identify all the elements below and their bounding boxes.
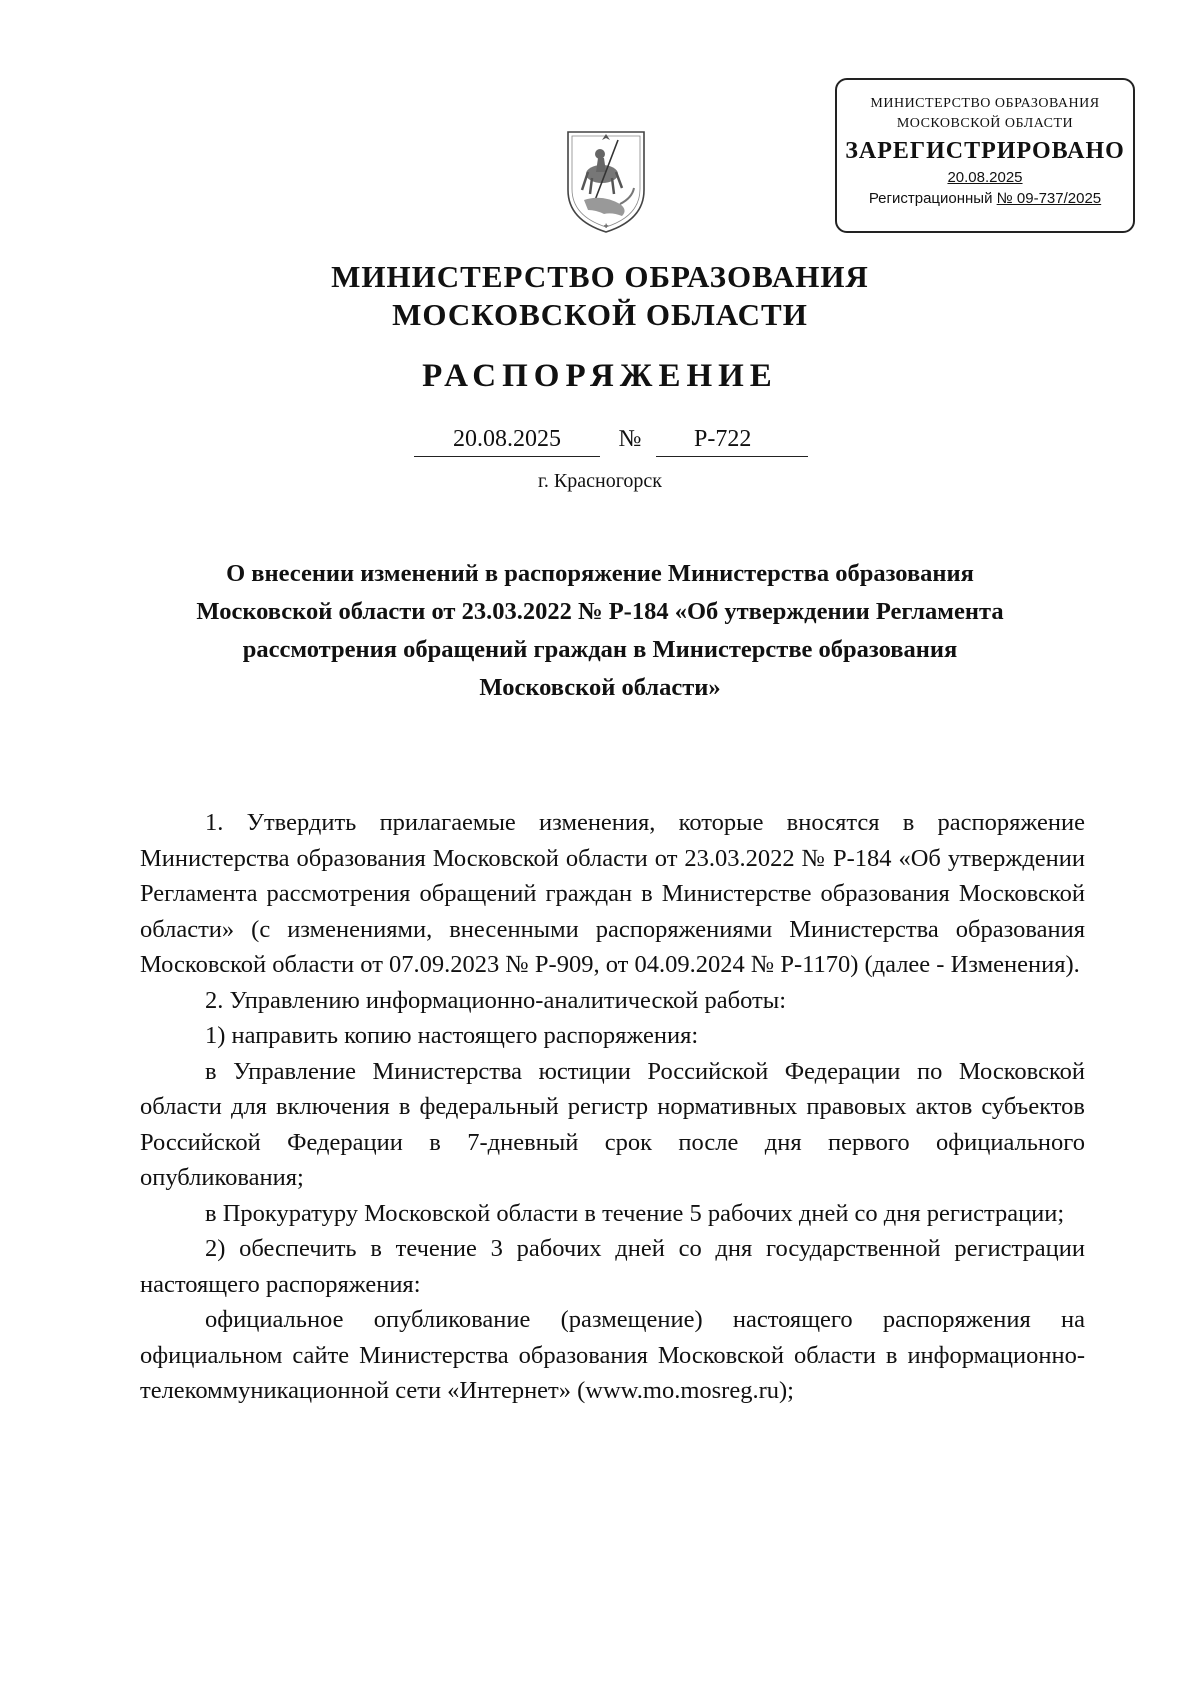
document-body [140,805,1085,1409]
city: г. Красногорск [537,470,663,492]
organization-title [0,258,1200,334]
subject-line2: Московской области от 23.03.2022 № Р-184 «Об утверждении Регламента [196,598,1004,625]
org-title-line2: МОСКОВСКОЙ ОБЛАСТИ [392,297,808,332]
paragraph-7: официальное опубликование (размещение) настоящего распоряжения на официальном сайте Министерства образования Московской области в информационно-телекоммуникационной сети «Интернет» (www.mo.mosreg.ru); [140,1306,1085,1404]
stamp-date: 20.08.2025 [947,169,1023,186]
paragraph-5: в Прокуратуру Московской области в течение 5 рабочих дней со дня регистрации; [205,1199,1065,1227]
paragraph-6: 2) обеспечить в течение 3 рабочих дней со дня государственной регистрации настоящего распоряжения: [140,1235,1085,1298]
document-number-line [414,426,808,460]
stamp-org-line2: МОСКОВСКОЙ ОБЛАСТИ [896,116,1074,131]
document-number-value: Р-722 [694,426,752,452]
paragraph-2: 2. Управлению информационно-аналитической работы: [205,986,787,1014]
document-number [656,426,808,457]
stamp-reg-value: № 09-737/2025 [996,190,1102,207]
paragraph-4: в Управление Министерства юстиции Российской Федерации по Московской области для включения в федеральный регистр нормативных правовых актов субъектов Российской Федерации в 7-дневный срок после дня первого официального опубликования; [140,1057,1085,1191]
document-subject [150,555,1050,707]
stamp-reg-number [837,190,1133,207]
stamp-registered: ЗАРЕГИСТРИРОВАНО [845,138,1125,164]
registration-stamp [835,78,1135,233]
subject-line3: рассмотрения обращений граждан в Министерстве образования [242,636,958,663]
subject-line1: О внесении изменений в распоряжение Министерства образования [226,560,974,587]
stamp-reg-label: Регистрационный [868,190,993,207]
stamp-org [837,94,1133,134]
coat-of-arms-icon [562,128,650,236]
svg-text:✚: ✚ [603,223,609,230]
org-title-line1: МИНИСТЕРСТВО ОБРАЗОВАНИЯ [331,259,869,294]
stamp-org-line1: МИНИСТЕРСТВО ОБРАЗОВАНИЯ [870,96,1100,111]
number-sign: № [618,426,642,452]
subject-line4: Московской области» [479,674,721,701]
paragraph-3: 1) направить копию настоящего распоряжения: [205,1022,699,1049]
document-type: РАСПОРЯЖЕНИЕ [422,358,778,394]
paragraph-1: 1. Утвердить прилагаемые изменения, которые вносятся в распоряжение Министерства образования Московской области от 23.03.2022 № Р-184 «Об утверждении Регламента рассмотрения обращений граждан в Министерстве образования Московской области» (с изменениями, внесенными распоряжениями Министерства образования Московской области от 07.09.2023 № Р-909, от 04.09.2024 № Р-1170) (далее - Изменения). [140,809,1085,978]
document-date: 20.08.2025 [414,426,600,457]
